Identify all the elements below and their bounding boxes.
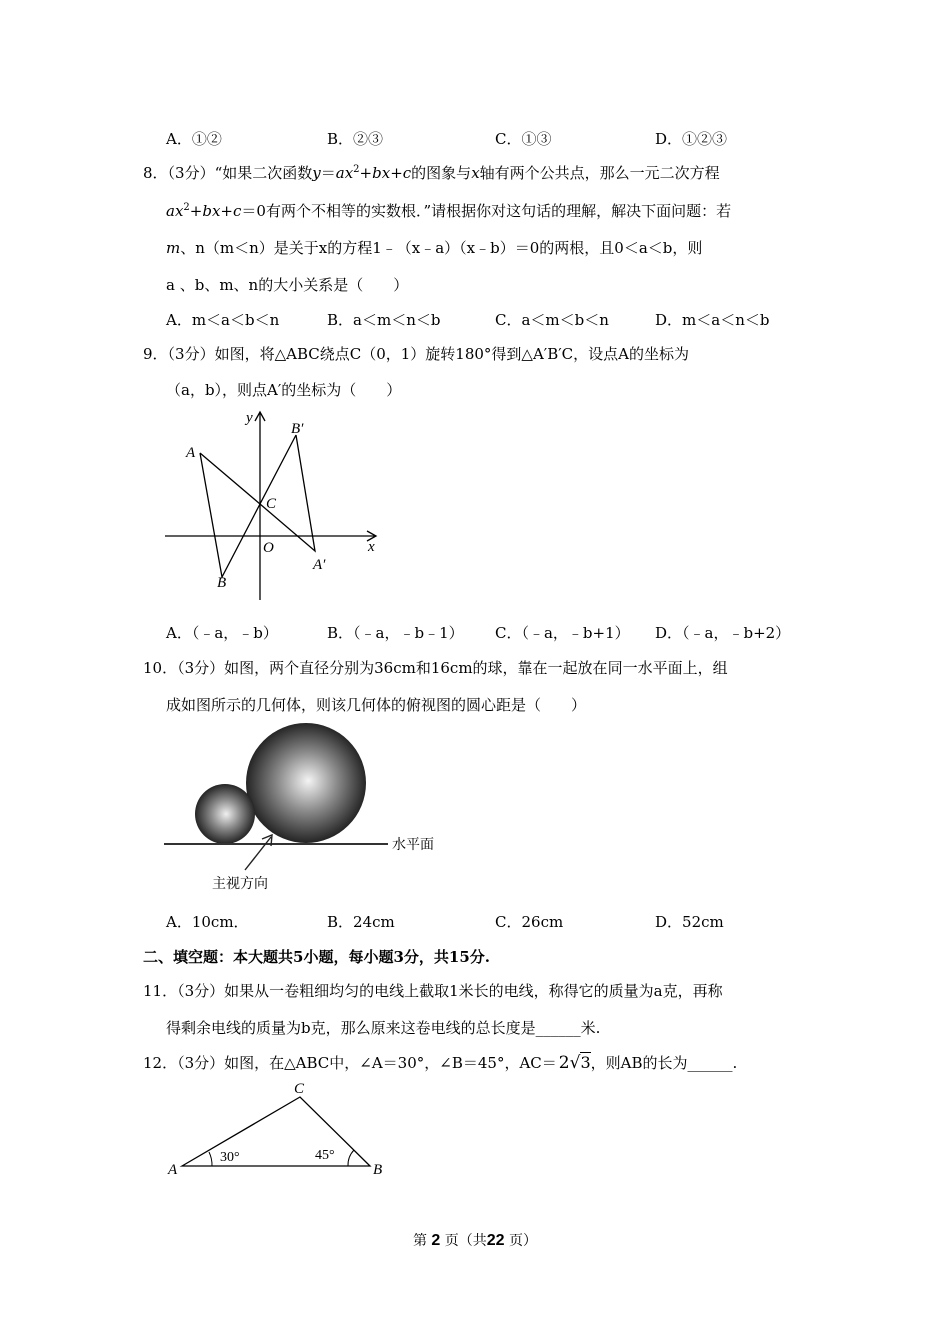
label-o: O <box>263 540 274 556</box>
label-a: A <box>186 445 196 461</box>
q8-line-3: m、n（m＜n）是关于x的方程1﹣（x﹣a）（x﹣b）＝0的两根，且0＜a＜b，则 <box>166 239 703 257</box>
q11-text-1: （3分）如果从一卷粗细均匀的电线上截取1米长的电线，称得它的质量为a克，再称 <box>177 982 723 1000</box>
q7-option-c: C．①③ <box>495 130 552 148</box>
label-b: B <box>373 1162 383 1178</box>
q10-text-1: （3分）如图，两个直径分别为36cm和16cm的球，靠在一起放在同一水平面上，组 <box>177 659 728 677</box>
q10-option-d: D．52cm <box>655 913 724 931</box>
label-ground: 水平面 <box>392 836 434 852</box>
q8-option-b: B．a＜m＜n＜b <box>327 311 441 329</box>
label-view-direction: 主视方向 <box>212 875 268 891</box>
sqrt-radical-icon: √ <box>569 1053 581 1073</box>
q8-option-c: C．a＜m＜b＜n <box>495 311 609 329</box>
q9-text-1: （3分）如图，将△ABC绕点C（0，1）旋转180°得到△A′B′C，设点A的坐标为 <box>167 345 689 363</box>
q8-option-d: D．m＜a＜n＜b <box>655 311 770 329</box>
q11-line-2: 得剩余电线的质量为b克，那么原来这卷电线的总长度是______米. <box>166 1019 601 1037</box>
q12-number: 12． <box>143 1054 178 1072</box>
footer-suffix: 页） <box>509 1233 538 1249</box>
q7-option-d: D．①②③ <box>655 130 728 148</box>
q7-option-a: A．①② <box>166 130 222 148</box>
q10-spheres-figure <box>160 722 460 897</box>
large-sphere <box>246 723 366 843</box>
q8-text-1a: “如果二次函数 <box>214 164 313 182</box>
label-c: C <box>266 496 277 512</box>
label-angle-a: 30° <box>220 1150 240 1165</box>
label-c: C <box>294 1081 305 1097</box>
q9-number: 9． <box>143 345 168 363</box>
q8-line-1: 8．（3分）“如果二次函数$y=ax^2+bx+c$的图象与x轴有两个公共点，那么一元二次方程 <box>143 164 720 182</box>
q8-function-expression: y <box>312 164 321 182</box>
view-direction-arrow <box>245 837 271 870</box>
footer-total-pages: 22 <box>486 1232 505 1249</box>
q12-triangle-figure <box>160 1075 400 1185</box>
q9-option-b: B．（﹣a，﹣b﹣1） <box>327 624 464 642</box>
q11-line-1 <box>143 980 723 1001</box>
label-y: y <box>246 410 253 426</box>
small-sphere <box>195 784 255 844</box>
footer-prefix: 第 <box>412 1233 427 1249</box>
q8-line-4: a 、b、m、n的大小关系是（ ） <box>166 276 409 294</box>
q9-line-1 <box>143 343 689 364</box>
q8-score: （3分） <box>167 164 215 182</box>
q7-option-b: B．②③ <box>327 130 384 148</box>
label-b: B <box>217 575 227 591</box>
triangle-a-prime-b-prime-c <box>260 435 315 551</box>
q8-text-2b: ＝0有两个不相等的实数根．”请根据你对这句话的理解，解决下面问题：若 <box>241 202 732 220</box>
footer-mid: 页（共 <box>444 1233 487 1249</box>
page-footer <box>0 1230 950 1250</box>
q10-line-1 <box>143 657 728 678</box>
q10-number: 10． <box>143 659 178 677</box>
section-2-heading: 二、填空题：本大题共5小题，每小题3分，共15分. <box>143 948 490 966</box>
q8-number: 8． <box>143 164 168 182</box>
sqrt-argument: 3 <box>580 1053 591 1072</box>
sqrt-expression <box>557 1053 591 1073</box>
q12-text-1b: ，则AB的长为______. <box>590 1054 738 1072</box>
footer-page-number: 2 <box>431 1232 441 1249</box>
q12-text-1a: （3分）如图，在△ABC中，∠A＝30°，∠B＝45°，AC＝ <box>177 1054 557 1072</box>
q9-line-2: （a，b），则点A′的坐标为（ ） <box>166 381 402 399</box>
q10-option-b: B．24cm <box>327 913 395 931</box>
q9-option-d: D．（﹣a，﹣b+2） <box>655 624 791 642</box>
q9-option-c: C．（﹣a，﹣b+1） <box>495 624 630 642</box>
q8-equation: ax <box>166 202 184 220</box>
q10-line-2: 成如图所示的几何体，则该几何体的俯视图的圆心距是（ ） <box>166 696 587 714</box>
q9-option-a: A．（﹣a，﹣b） <box>166 624 278 642</box>
q9-coordinate-figure <box>160 405 390 605</box>
q11-number: 11． <box>143 982 178 1000</box>
sqrt-coefficient: 2 <box>558 1053 570 1073</box>
q8-text-1b: 的图象与 <box>411 164 472 182</box>
q10-option-a: A．10cm． <box>166 913 249 931</box>
triangle-abc <box>200 453 260 577</box>
q8-text-3: 、n（m＜n）是关于x的方程1﹣（x﹣a）（x﹣b）＝0的两根，且0＜a＜b，则 <box>180 239 703 257</box>
q8-line-2: $ax^2+bx+c=0$有两个不相等的实数根．”请根据你对这句话的理解，解决下面问题：若 <box>166 202 732 220</box>
angle-b-arc <box>348 1150 354 1166</box>
q10-option-c: C．26cm <box>495 913 564 931</box>
q8-text-1c: 轴有两个公共点，那么一元二次方程 <box>479 164 720 182</box>
label-a-prime: A′ <box>313 557 326 573</box>
label-b-prime: B′ <box>291 421 304 437</box>
label-a: A <box>168 1162 178 1178</box>
angle-a-arc <box>209 1152 212 1166</box>
label-angle-b: 45° <box>315 1148 335 1163</box>
q12-line-1 <box>143 1052 737 1073</box>
q8-option-a: A．m＜a＜b＜n <box>166 311 280 329</box>
label-x: x <box>368 539 375 555</box>
